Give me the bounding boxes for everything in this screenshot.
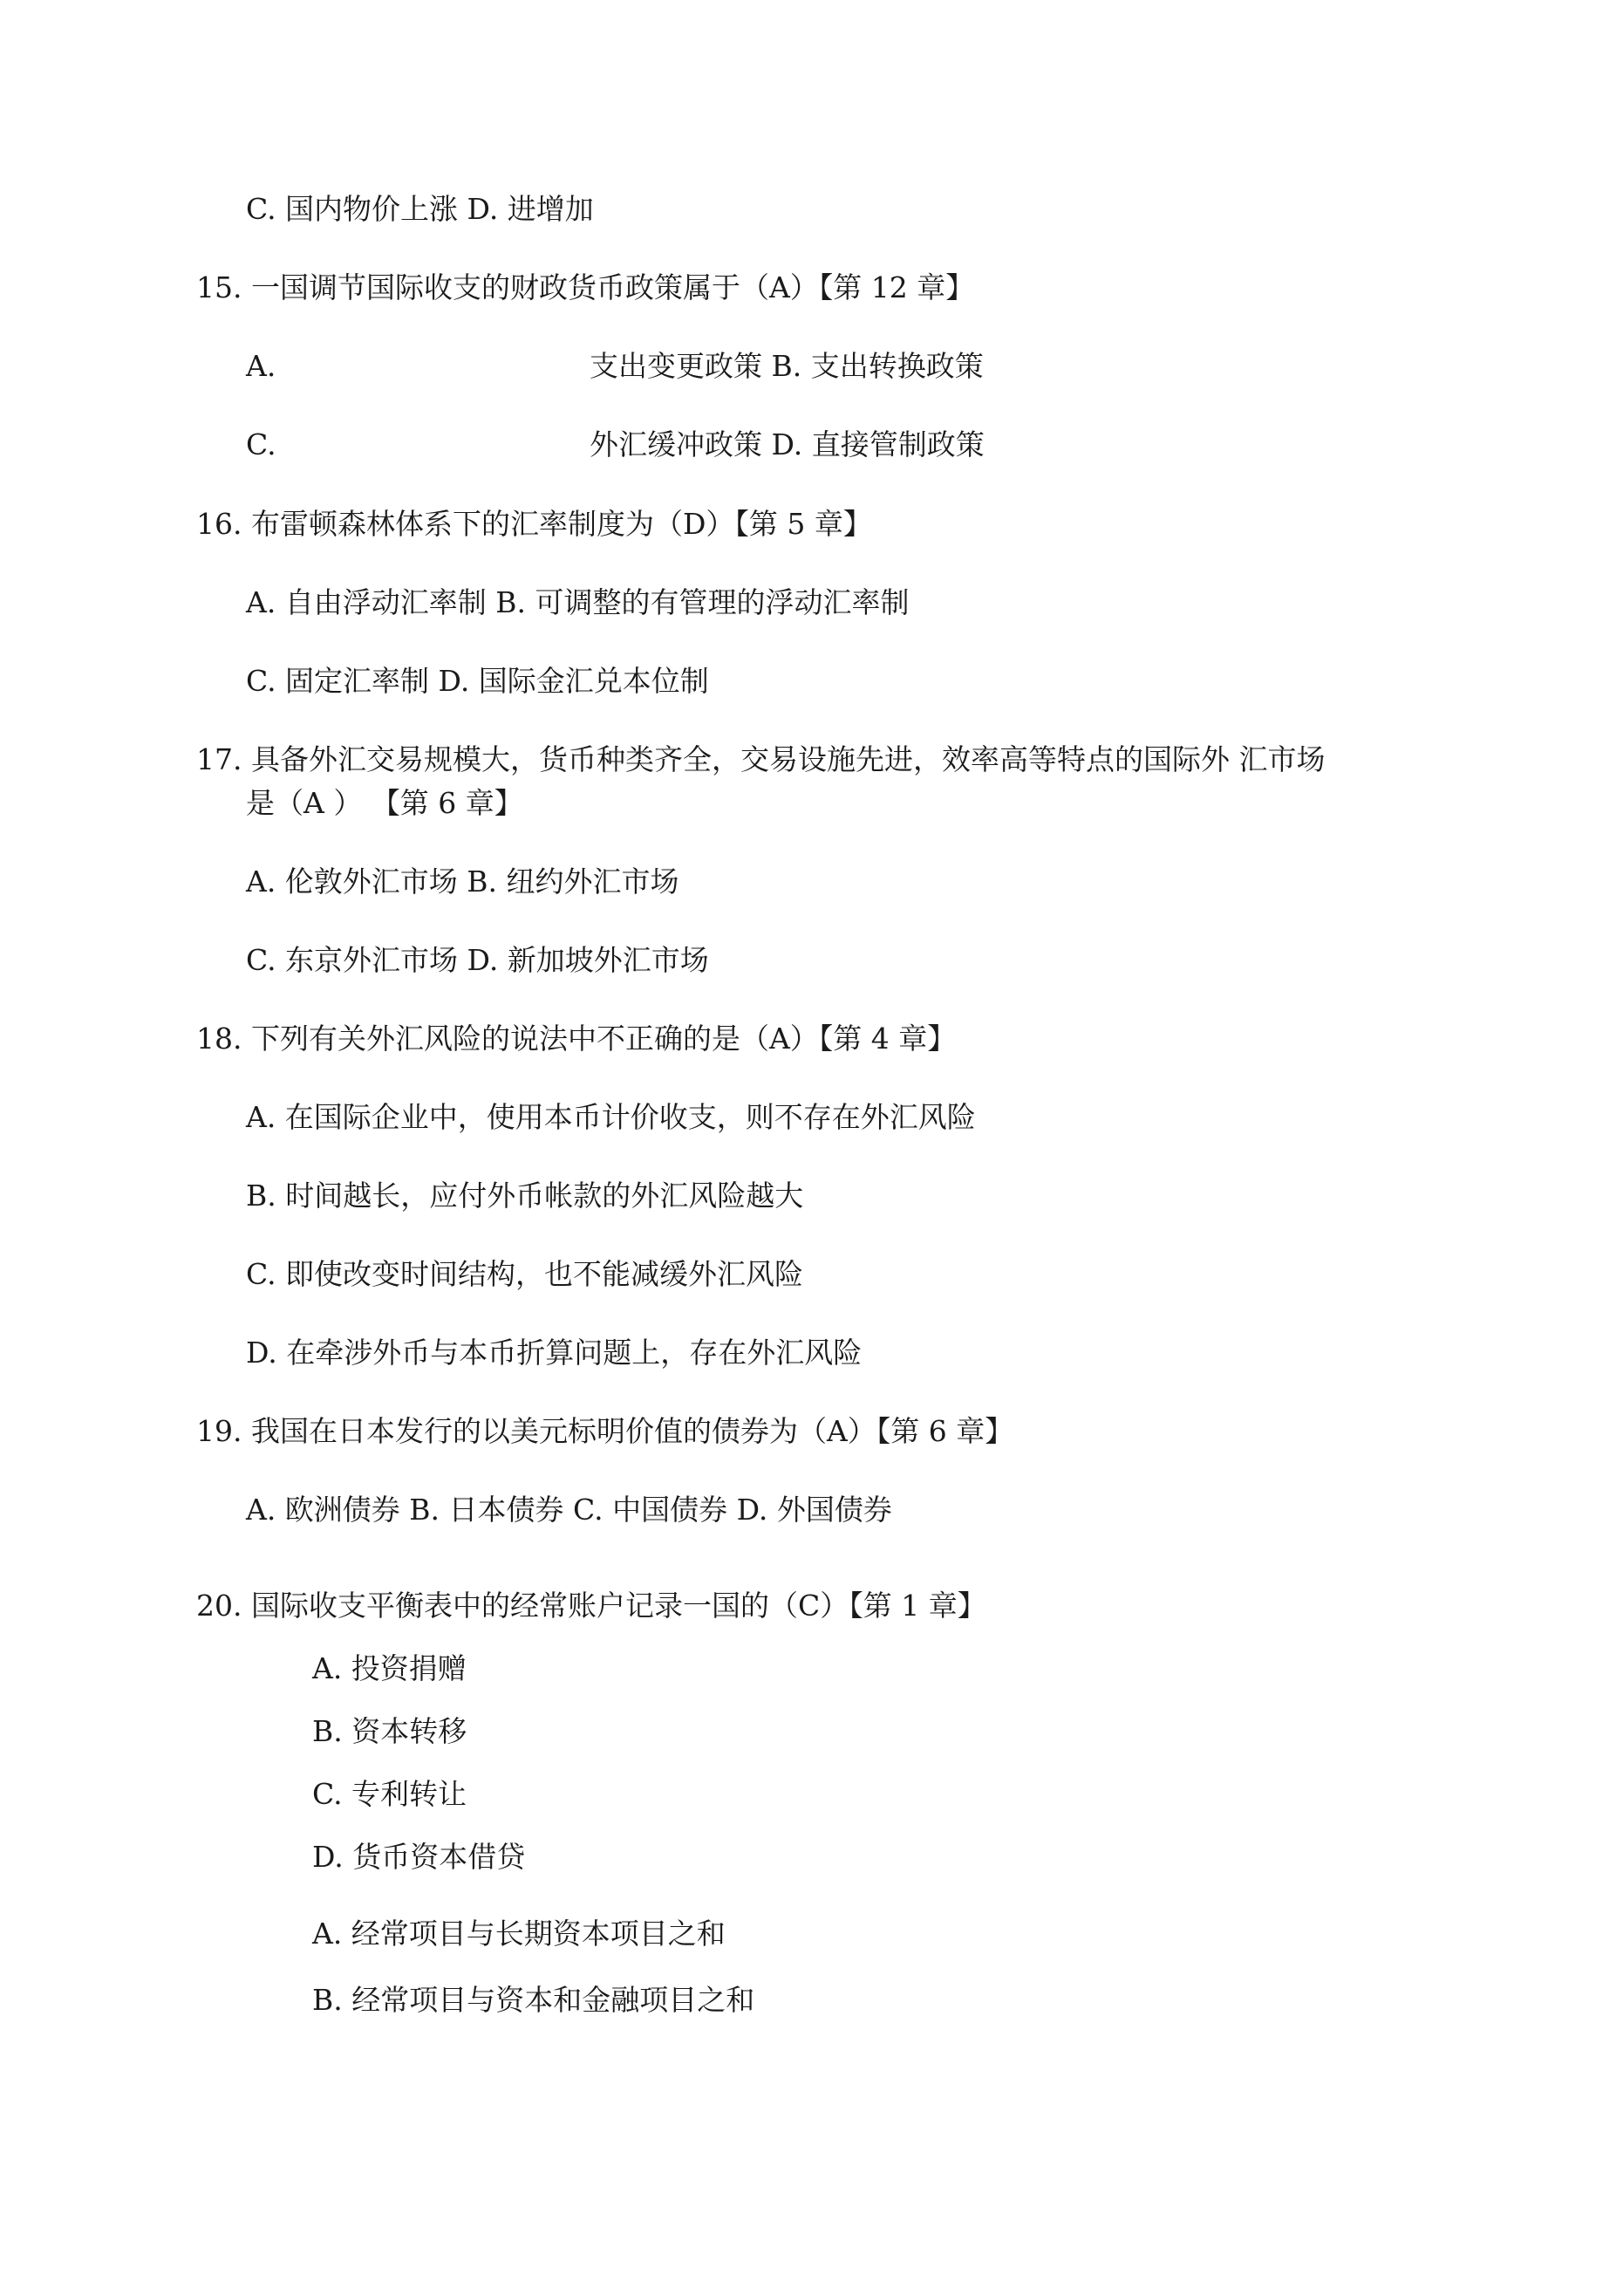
q15-option-a-label: A. xyxy=(246,349,276,383)
extra-option-b: B. 经常项目与资本和金融项目之和 xyxy=(312,1983,755,2017)
question-15: 15. 一国调节国际收支的财政货币政策属于（A）【第 12 章】 xyxy=(196,270,975,304)
question-16: 16. 布雷顿森林体系下的汇率制度为（D）【第 5 章】 xyxy=(196,507,872,541)
q20-option-a: A. 投资捐赠 xyxy=(312,1651,467,1685)
q14-options-cd: C. 国内物价上涨 D. 进增加 xyxy=(246,192,594,226)
q19-options: A. 欧洲债券 B. 日本债券 C. 中国债券 D. 外国债券 xyxy=(246,1493,892,1527)
question-19: 19. 我国在日本发行的以美元标明价值的债券为（A）【第 6 章】 xyxy=(196,1414,1014,1448)
question-17-cont: 是（A ） 【第 6 章】 xyxy=(246,786,523,820)
q18-option-c: C. 即使改变时间结构，也不能减缓外汇风险 xyxy=(246,1257,804,1291)
q18-option-b: B. 时间越长，应付外币帐款的外汇风险越大 xyxy=(246,1179,804,1213)
q15-option-c-label: C. xyxy=(246,427,276,461)
question-17: 17. 具备外汇交易规模大，货币种类齐全，交易设施先进，效率高等特点的国际外 汇市场 xyxy=(196,742,1326,776)
q20-option-b: B. 资本转移 xyxy=(312,1714,467,1748)
q18-option-a: A. 在国际企业中，使用本币计价收支，则不存在外汇风险 xyxy=(246,1100,976,1134)
question-20: 20. 国际收支平衡表中的经常账户记录一国的（C）【第 1 章】 xyxy=(196,1589,986,1623)
q15-options-ab: 支出变更政策 B. 支出转换政策 xyxy=(590,349,984,383)
q18-option-d: D. 在牵涉外币与本币折算问题上，存在外汇风险 xyxy=(246,1336,863,1370)
question-18: 18. 下列有关外汇风险的说法中不正确的是（A）【第 4 章】 xyxy=(196,1022,957,1056)
extra-option-a: A. 经常项目与长期资本项目之和 xyxy=(312,1917,726,1951)
q17-options-ab: A. 伦敦外汇市场 B. 纽约外汇市场 xyxy=(246,864,679,899)
q15-options-cd: 外汇缓冲政策 D. 直接管制政策 xyxy=(590,427,985,461)
q20-option-d: D. 货币资本借贷 xyxy=(312,1840,526,1874)
q17-options-cd: C. 东京外汇市场 D. 新加坡外汇市场 xyxy=(246,943,709,977)
q16-options-ab: A. 自由浮动汇率制 B. 可调整的有管理的浮动汇率制 xyxy=(246,585,910,619)
q16-options-cd: C. 固定汇率制 D. 国际金汇兑本位制 xyxy=(246,664,709,698)
q20-option-c: C. 专利转让 xyxy=(312,1777,467,1811)
